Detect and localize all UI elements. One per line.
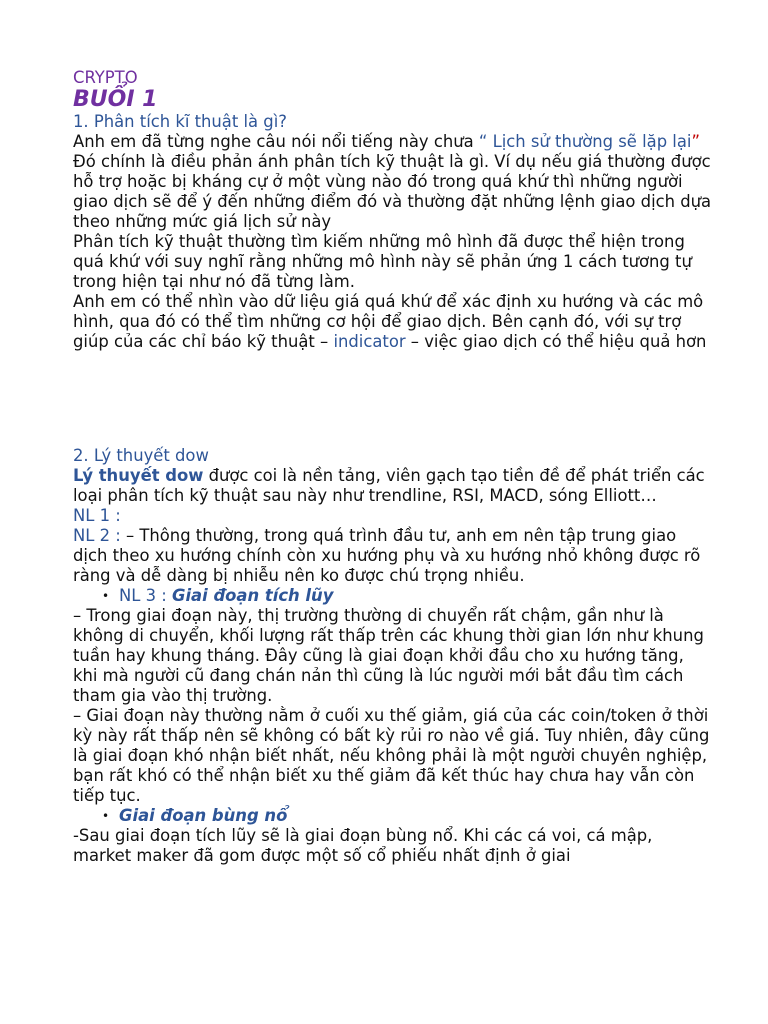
dow-rest: được coi là nền tảng, viên gạch tạo tiền đề để phát triển các loại phân tích kỹ thuật sau này như trendline, RSI, MACD, sóng Elliott… xyxy=(73,466,705,505)
quote-prefix: Anh em đã từng nghe câu nói nổi tiếng này chưa xyxy=(73,132,479,151)
explosion-title: Giai đoạn bùng nổ xyxy=(119,806,288,825)
paragraph-quote xyxy=(73,132,713,152)
paragraph-4 xyxy=(73,292,713,352)
paragraph-6: – Trong giai đoạn này, thị trường thường di chuyển rất chậm, gần như là không di chuyển, khối lượng rất thấp trên các khung thời gian lớn như khung tuần hay khung tháng. Đây cũng là giai đoạn khởi đầu cho xu hướng tăng, khi mà người cũ đang chán nản thì cũng là lúc người mới bắt đầu tìm cách tham gia vào thị trường. xyxy=(73,606,704,705)
doc-label-crypto: CRYPTO xyxy=(73,68,138,87)
dow-term: Lý thuyết dow xyxy=(73,466,204,485)
nl3-label: NL 3 : xyxy=(119,586,172,605)
quote-text: “ Lịch sử thường sẽ lặp lại xyxy=(478,132,692,151)
paragraph-nl2 xyxy=(73,526,713,586)
heading-1: 1. Phân tích kĩ thuật là gì? xyxy=(73,112,287,131)
nl2-rest: – Thông thường, trong quá trình đầu tư, anh em nên tập trung giao dịch theo xu hướng chính còn xu hướng phụ và xu hướng nhỏ không được rõ ràng và dễ dàng bị nhiễu nên ko được chú trọng nhiều. xyxy=(73,526,701,585)
paragraph-7: – Giai đoạn này thường nằm ở cuối xu thế giảm, giá của các coin/token ở thời kỳ này rất thấp nên sẽ không có bất kỳ rủi ro nào về giá. Tuy nhiên, đây cũng là giai đoạn khó nhận biết nhất, nếu không phải là một người chuyên nghiệp, bạn rất khó có thể nhận biết xu thế giảm đã kết thúc hay chưa hay vẫn còn tiếp tục. xyxy=(73,706,710,805)
nl3-title: Giai đoạn tích lũy xyxy=(171,586,334,605)
paragraph-dow xyxy=(73,466,713,506)
nl1-label: NL 1 : xyxy=(73,506,121,525)
nl2-label: NL 2 : xyxy=(73,526,121,545)
document-page xyxy=(73,66,713,866)
paragraph-8: -Sau giai đoạn tích lũy sẽ là giai đoạn bùng nổ. Khi các cá voi, cá mập, market maker đã gom được một số cổ phiếu nhất định ở giai xyxy=(73,826,653,865)
indicator-link[interactable]: indicator xyxy=(333,332,406,351)
paragraph-3: Phân tích kỹ thuật thường tìm kiếm những mô hình đã được thể hiện trong quá khứ với suy nghĩ rằng những mô hình này sẽ phản ứng 1 cách tương tự trong hiện tại như nó đã từng làm. xyxy=(73,232,692,291)
quote-close: ” xyxy=(691,132,700,151)
spacer xyxy=(73,352,713,446)
bullet-dot: • xyxy=(102,589,110,603)
p4-prefix: Anh em có thể nhìn vào dữ liệu giá quá khứ để xác định xu hướng và các mô hình, qua đó có thể tìm những cơ hội để giao dịch. Bên cạnh đó, với sự trợ giúp của các chỉ báo kỹ thuật – xyxy=(73,292,704,351)
doc-title: BUỔI 1 xyxy=(73,87,158,112)
bullet-nl3 xyxy=(73,586,713,606)
bullet-dot-2: • xyxy=(102,809,110,823)
paragraph-2: Đó chính là điều phản ánh phân tích kỹ thuật là gì. Ví dụ nếu giá thường được hỗ trợ hoặc bị kháng cự ở một vùng nào đó trong quá khứ thì những người giao dịch sẽ để ý đến những điểm đó và thường đặt những lệnh giao dịch dựa theo những mức giá lịch sử này xyxy=(73,152,712,231)
bullet-explosion xyxy=(73,806,713,826)
heading-2: 2. Lý thuyết dow xyxy=(73,446,209,465)
p4-suffix: – việc giao dịch có thể hiệu quả hơn xyxy=(405,332,707,351)
